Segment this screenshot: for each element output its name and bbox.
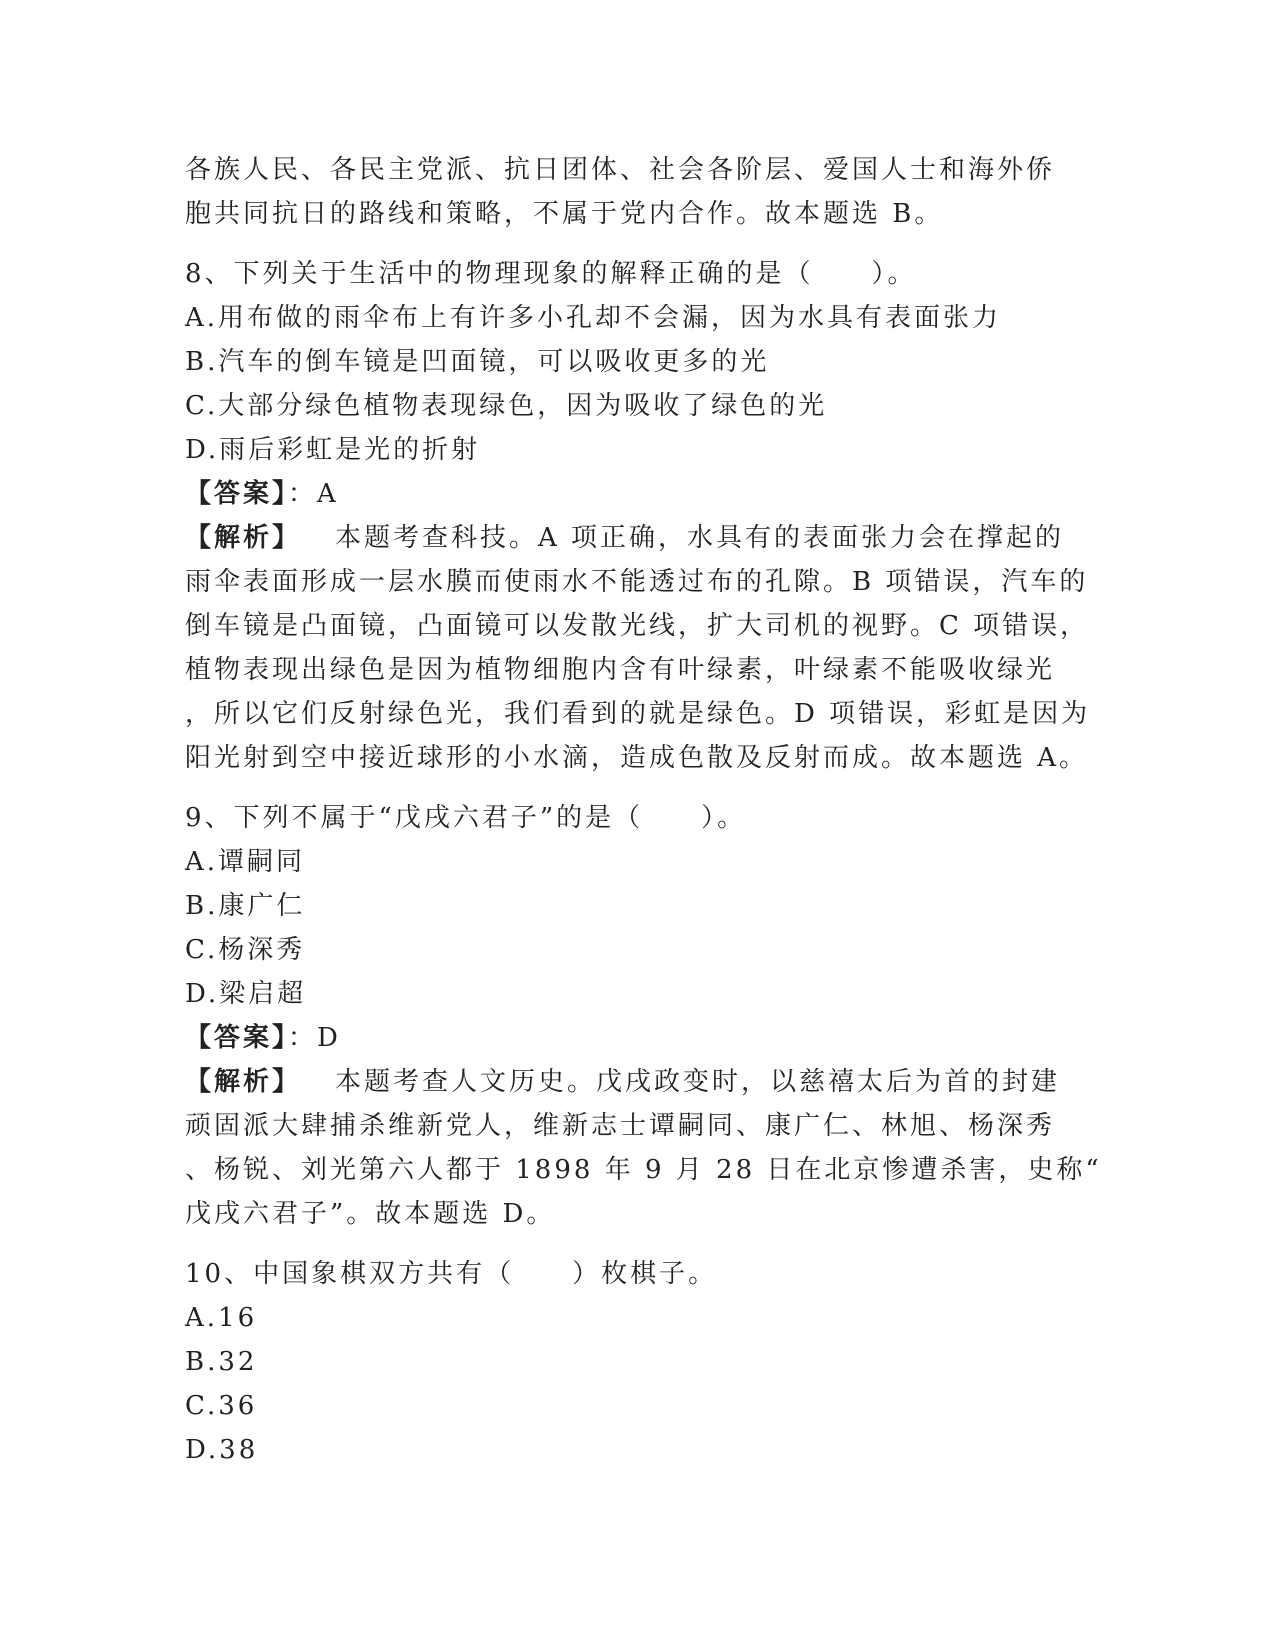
question-10-option-b: B.32 (185, 1347, 258, 1377)
question-8-stem: 8、下列关于生活中的物理现象的解释正确的是（ ）。 (185, 259, 917, 289)
analysis-line: 阳光射到空中接近球形的小水滴，造成色散及反射而成。故本题选 A。 (185, 743, 1089, 773)
text-line: 胞共同抗日的路线和策略，不属于党内合作。故本题选 B。 (185, 199, 944, 229)
question-10-option-a: A.16 (185, 1303, 258, 1333)
question-10-option-c: C.36 (185, 1391, 258, 1421)
question-9-analysis-first (185, 1060, 1085, 1104)
answer-label: 【答案】 (185, 479, 289, 509)
answer-label: 【答案】 (185, 1023, 289, 1053)
question-8-answer (185, 472, 1085, 516)
previous-analysis-continuation (185, 148, 1085, 236)
question-8-option-d: D.雨后彩虹是光的折射 (185, 435, 481, 465)
question-8-option-c: C.大部分绿色植物表现绿色，因为吸收了绿色的光 (185, 391, 828, 421)
question-9-option-a: A.谭嗣同 (185, 847, 306, 877)
analysis-line: 雨伞表面形成一层水膜而使雨水不能透过布的孔隙。B 项错误，汽车的 (185, 567, 1089, 597)
analysis-line: ，所以它们反射绿色光，我们看到的就是绿色。D 项错误，彩虹是因为 (185, 699, 1091, 729)
analysis-label: 【解析】 (185, 1067, 302, 1097)
analysis-line: 、杨锐、刘光第六人都于 1898 年 9 月 28 日在北京惨遭杀害，史称“ (185, 1155, 1102, 1185)
analysis-label: 【解析】 (185, 523, 302, 553)
text-line: 各族人民、各民主党派、抗日团体、社会各阶层、爱国人士和海外侨 (185, 155, 1056, 185)
question-8-option-a: A.用布做的雨伞布上有许多小孔却不会漏，因为水具有表面张力 (185, 303, 1002, 333)
question-8-analysis-first (185, 516, 1085, 560)
question-10-stem: 10、中国象棋双方共有（ ）枚棋子。 (185, 1259, 718, 1289)
document-page (185, 148, 1102, 1472)
question-10 (185, 1252, 1085, 1472)
answer-value: ：D (288, 1023, 341, 1053)
question-8-option-b: B.汽车的倒车镜是凹面镜，可以吸收更多的光 (185, 347, 770, 377)
question-8 (185, 252, 1091, 780)
question-9-option-c: C.杨深秀 (185, 935, 306, 965)
analysis-text: 本题考查科技。A 项正确，水具有的表面张力会在撑起的 (335, 523, 1065, 553)
question-9-answer (185, 1016, 1085, 1060)
question-9-option-d: D.梁启超 (185, 979, 307, 1009)
analysis-text: 本题考查人文历史。戊戌政变时，以慈禧太后为首的封建 (335, 1067, 1061, 1097)
question-10-option-d: D.38 (185, 1435, 259, 1465)
question-9-option-b: B.康广仁 (185, 891, 306, 921)
analysis-line: 顽固派大肆捕杀维新党人，维新志士谭嗣同、康广仁、林旭、杨深秀 (185, 1111, 1056, 1141)
analysis-line: 倒车镜是凸面镜，凸面镜可以发散光线，扩大司机的视野。C 项错误， (185, 611, 1090, 641)
analysis-line: 戊戌六君子”。故本题选 D。 (185, 1199, 556, 1229)
answer-value: ：A (288, 479, 339, 509)
question-9-stem: 9、下列不属于“戊戌六君子”的是（ ）。 (185, 803, 747, 833)
analysis-line: 植物表现出绿色是因为植物细胞内含有叶绿素，叶绿素不能吸收绿光 (185, 655, 1056, 685)
question-9 (185, 796, 1102, 1236)
